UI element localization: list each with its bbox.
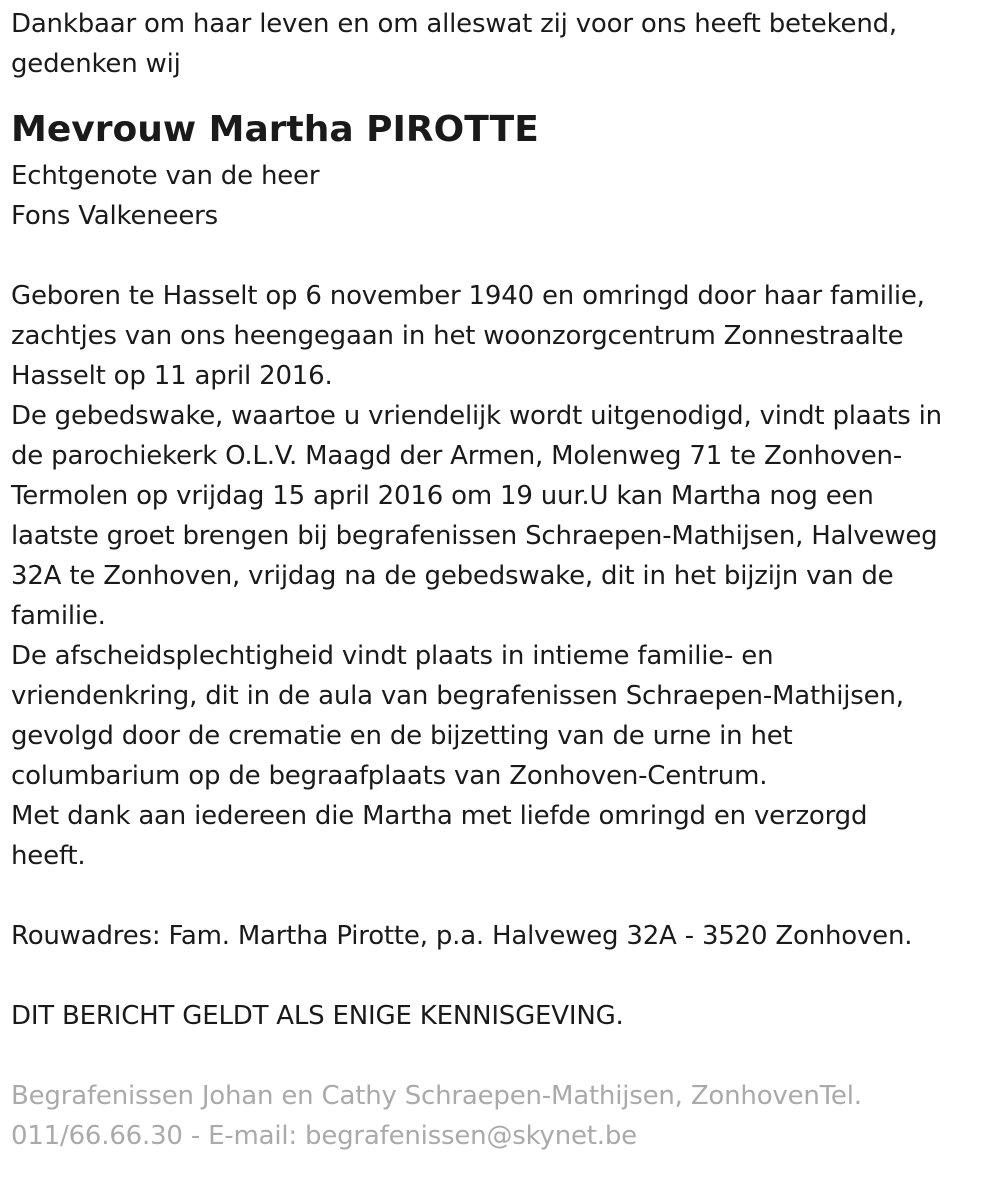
deceased-name: Mevrouw Martha PIROTTE	[11, 109, 539, 150]
spacer	[11, 876, 975, 916]
body-line: De gebedswake, waartoe u vriendelijk wordt uitgenodigd, vindt plaats in	[11, 401, 942, 431]
intro-line: Dankbaar om haar leven en om alleswat zij voor ons heeft betekend,	[11, 9, 897, 39]
body-line: gevolgd door de crematie en de bijzetting van de urne in het	[11, 721, 793, 751]
official-notice: DIT BERICHT GELDT ALS ENIGE KENNISGEVING.	[11, 1001, 624, 1031]
body-line: Geboren te Hasselt op 6 november 1940 en omringd door haar familie,	[11, 281, 925, 311]
body-line: familie.	[11, 601, 106, 631]
funeral-home-contact	[11, 1076, 975, 1156]
spacer	[11, 956, 975, 996]
intro-line: gedenken wij	[11, 49, 181, 79]
spacer	[11, 236, 975, 276]
mourning-address: Rouwadres: Fam. Martha Pirotte, p.a. Halveweg 32A - 3520 Zonhoven.	[11, 921, 913, 951]
footer-line: Begrafenissen Johan en Cathy Schraepen-Mathijsen, ZonhovenTel.	[11, 1081, 862, 1111]
spacer	[11, 1036, 975, 1076]
body-line: De afscheidsplechtigheid vindt plaats in intieme familie- en	[11, 641, 774, 671]
body-text	[11, 276, 975, 876]
body-line: Hasselt op 11 april 2016.	[11, 361, 333, 391]
spouse-line: Fons Valkeneers	[11, 201, 218, 231]
body-line: 32A te Zonhoven, vrijdag na de gebedswake, dit in het bijzijn van de	[11, 561, 894, 591]
body-line: vriendenkring, dit in de aula van begrafenissen Schraepen-Mathijsen,	[11, 681, 904, 711]
body-line: de parochiekerk O.L.V. Maagd der Armen, Molenweg 71 te Zonhoven-	[11, 441, 903, 471]
intro-text	[11, 4, 975, 84]
body-line: heeft.	[11, 841, 86, 871]
footer-line: 011/66.66.30 - E-mail: begrafenissen@skynet.be	[11, 1121, 637, 1151]
spouse-line: Echtgenote van de heer	[11, 161, 320, 191]
body-line: Termolen op vrijdag 15 april 2016 om 19 uur.U kan Martha nog een	[11, 481, 874, 511]
body-line: Met dank aan iedereen die Martha met liefde omringd en verzorgd	[11, 801, 868, 831]
body-line: laatste groet brengen bij begrafenissen Schraepen-Mathijsen, Halveweg	[11, 521, 938, 551]
body-line: columbarium op de begraafplaats van Zonhoven-Centrum.	[11, 761, 768, 791]
spouse-text	[11, 156, 975, 236]
body-line: zachtjes van ons heengegaan in het woonzorgcentrum Zonnestraalte	[11, 321, 904, 351]
